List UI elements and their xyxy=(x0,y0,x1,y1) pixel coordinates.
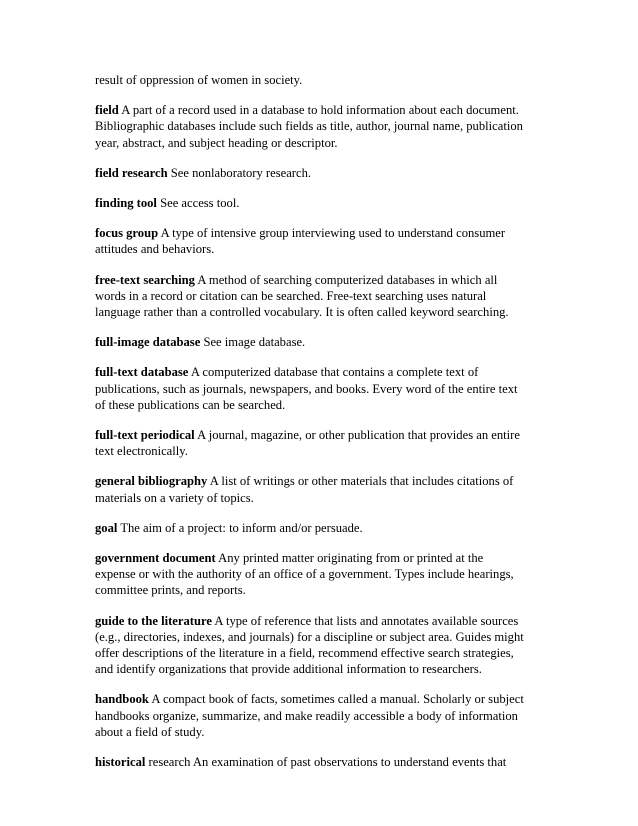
glossary-term: full-image database xyxy=(95,335,201,350)
glossary-entry xyxy=(95,195,525,211)
glossary-entries xyxy=(95,102,525,770)
glossary-entry xyxy=(95,364,525,413)
glossary-definition: A part of a record used in a database to hold information about each document. Bibliographic databases include such fields as title, author, journal name, publication year, abstract, and subject heading or descriptor. xyxy=(95,103,523,150)
glossary-term: government document xyxy=(95,551,216,566)
glossary-entry xyxy=(95,102,525,151)
glossary-term: historical xyxy=(95,755,146,770)
glossary-entry xyxy=(95,754,525,770)
glossary-definition: See image database. xyxy=(203,335,306,350)
glossary-entry xyxy=(95,272,525,321)
glossary-term: finding tool xyxy=(95,196,157,211)
glossary-definition: The aim of a project: to inform and/or persuade. xyxy=(120,520,363,535)
glossary-term: field research xyxy=(95,165,168,180)
glossary-entry xyxy=(95,520,525,536)
glossary-entry xyxy=(95,334,525,350)
glossary-definition: See nonlaboratory research. xyxy=(170,165,312,180)
glossary-entry xyxy=(95,225,525,257)
glossary-page xyxy=(95,72,525,784)
glossary-term: goal xyxy=(95,520,118,535)
glossary-definition: A list of writings or other materials that includes citations of materials on a variety of topics. xyxy=(95,474,514,505)
glossary-definition: A journal, magazine, or other publication that provides an entire text electronically. xyxy=(95,428,520,459)
glossary-term: full-text periodical xyxy=(95,428,195,443)
glossary-definition: See access tool. xyxy=(160,196,240,211)
glossary-entry xyxy=(95,550,525,599)
continuation-text: result of oppression of women in society. xyxy=(95,73,303,87)
glossary-term: full-text database xyxy=(95,365,189,380)
glossary-entry xyxy=(95,473,525,505)
glossary-entry xyxy=(95,427,525,459)
glossary-term: handbook xyxy=(95,692,149,707)
glossary-term: guide to the literature xyxy=(95,613,212,628)
glossary-definition: A type of intensive group interviewing used to understand consumer attitudes and behaviors. xyxy=(95,226,506,257)
glossary-definition: A method of searching computerized databases in which all words in a record or citation can be searched. Free-text searching uses natural language rather than a controlled vocabulary. It is often called keyword searching. xyxy=(95,272,509,320)
glossary-definition: A computerized database that contains a complete text of publications, such as journals, newspapers, and books. Every word of the entire text of these publications can be searched. xyxy=(95,365,518,412)
glossary-entry xyxy=(95,691,525,740)
glossary-entry xyxy=(95,165,525,181)
glossary-term: field xyxy=(95,103,119,118)
glossary-term: focus group xyxy=(95,226,159,241)
glossary-term: general bibliography xyxy=(95,474,208,489)
glossary-term: free-text searching xyxy=(95,272,195,287)
glossary-definition: research An examination of past observations to understand events that xyxy=(148,755,507,770)
glossary-definition: A compact book of facts, sometimes called a manual. Scholarly or subject handbooks organize, summarize, and make readily accessible a body of information about a field of study. xyxy=(95,692,524,739)
glossary-entry xyxy=(95,613,525,678)
glossary-definition: Any printed matter originating from or printed at the expense or with the authority of an office of a government. Types include hearings, committee prints, and reports. xyxy=(95,551,514,598)
glossary-definition: A type of reference that lists and annotates available sources (e.g., directories, indexes, and journals) for a discipline or subject area. Guides might offer descriptions of the literature in a field, recommend effective search strategies, and identify organizations that provide additional information to researchers. xyxy=(95,613,524,677)
